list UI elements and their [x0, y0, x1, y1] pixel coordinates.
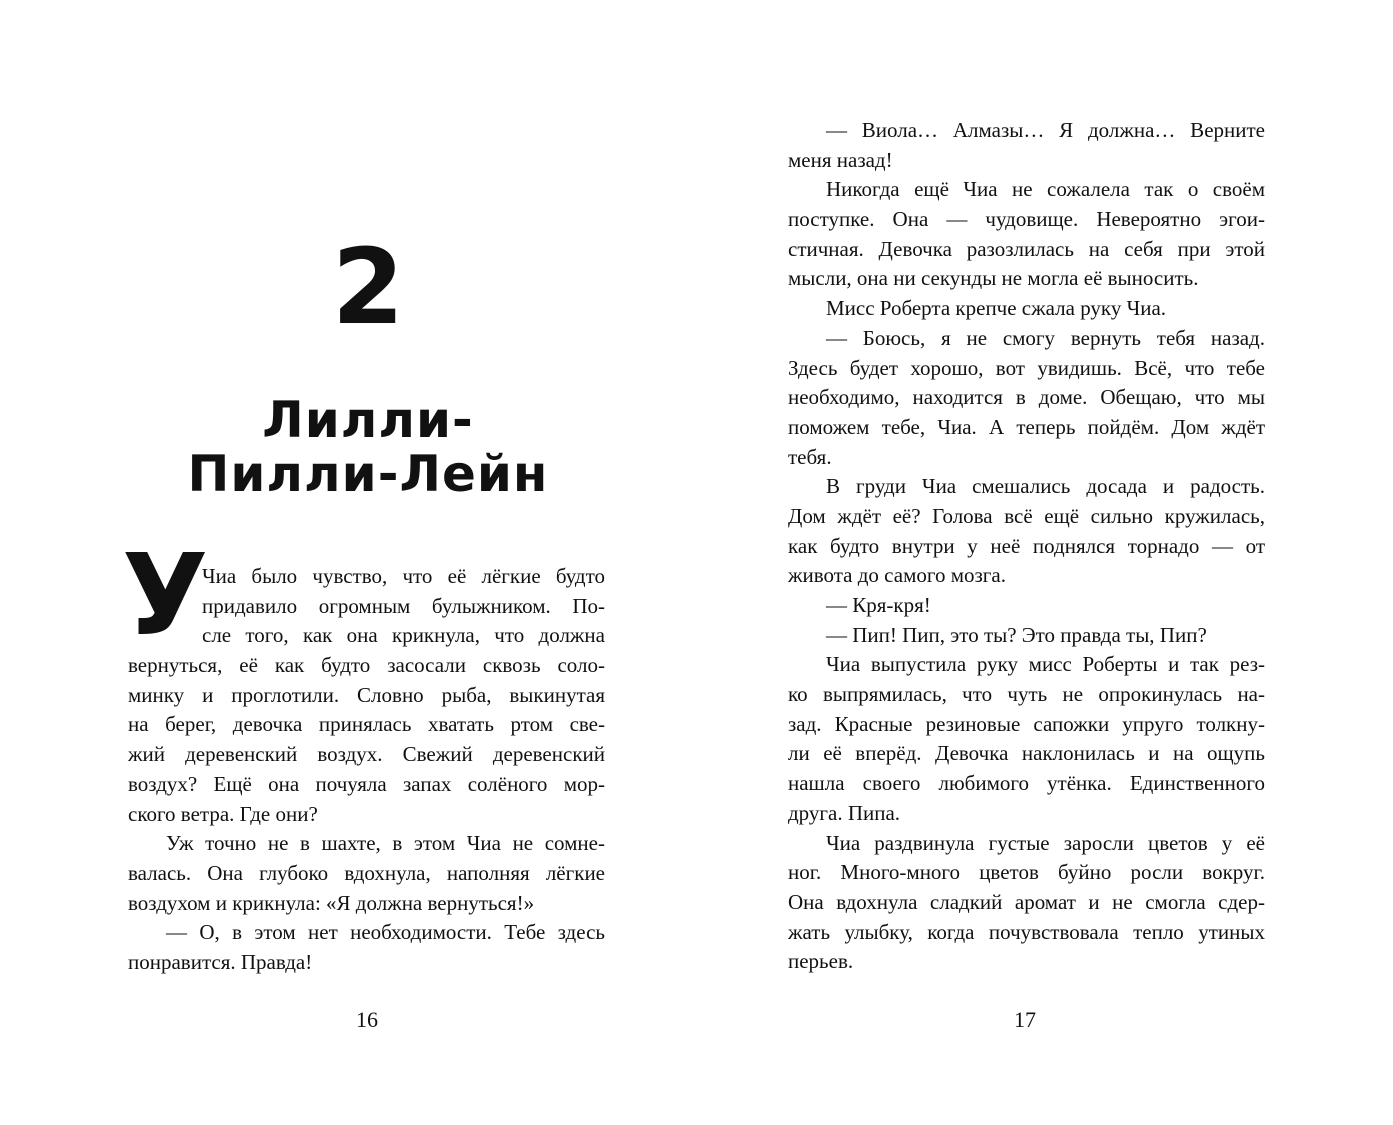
- text-line: нашла своего любимого утёнка. Единственного: [788, 771, 1265, 796]
- text-line: Мисс Роберта крепче сжала руку Чиа.: [826, 296, 1167, 321]
- text-line: необходимо, находится в доме. Обещаю, что мы: [788, 385, 1265, 410]
- text-line: — Кря-кря!: [826, 593, 931, 617]
- chapter-title: [0, 393, 736, 501]
- text-line: поступке. Она — чудовище. Невероятно эгои-: [788, 207, 1265, 232]
- text-line: Чиа было чувство, что её лёгкие будто: [202, 564, 605, 588]
- text-line: друга. Пипа.: [788, 800, 901, 825]
- text-line: — Пип! Пип, это ты? Это правда ты, Пип?: [826, 622, 1207, 647]
- text-line: ли её вперёд. Девочка наклонилась и на ощупь: [788, 741, 1265, 766]
- text-line: сле того, как она крикнула, что должна: [202, 623, 605, 648]
- text-line: как будто внутри у неё поднялся торнадо — от: [788, 533, 1265, 558]
- page-number: 16: [356, 1007, 378, 1032]
- chapter-number: 2: [331, 226, 405, 348]
- text-line: жать улыбку, когда почувствовала тепло утиных: [788, 919, 1265, 944]
- text-line: жий деревенский воздух. Свежий деревенский: [128, 742, 605, 767]
- text-line: Чиа выпустила руку мисс Роберты и так рез-: [826, 652, 1265, 677]
- text-line: живота до самого мозга.: [788, 563, 1006, 588]
- text-line: ского ветра. Где они?: [128, 801, 318, 826]
- left-page: [0, 0, 696, 1125]
- text-line: Она вдохнула сладкий аромат и не смогла сдер-: [788, 889, 1265, 914]
- text-line: мысли, она ни секунды не могла её выносить.: [788, 266, 1199, 291]
- text-line: минку и проглотили. Словно рыба, выкинутая: [128, 682, 605, 707]
- chapter-title-line: Лилли-: [262, 391, 474, 449]
- text-line: Чиа раздвинула густые заросли цветов у её: [826, 830, 1265, 855]
- text-line: Здесь будет хорошо, вот увидишь. Всё, что тебе: [788, 355, 1265, 380]
- text-line: ног. Много-много цветов буйно росли вокруг.: [788, 860, 1265, 885]
- text-line: Никогда ещё Чиа не сожалела так о своём: [826, 177, 1265, 202]
- text-line: Дом ждёт её? Голова всё ещё сильно кружилась,: [788, 503, 1265, 528]
- text-line: воздухом и крикнула: «Я должна вернуться!»: [128, 890, 535, 915]
- text-line: придавило огромным булыжником. По-: [202, 593, 605, 618]
- text-line: поможем тебе, Чиа. А теперь пойдём. Дом ждёт: [788, 414, 1265, 439]
- text-line: на берег, девочка принялась хватать ртом све-: [128, 712, 605, 737]
- body-text: [788, 116, 1265, 977]
- text-line: Уж точно не в шахте, в этом Чиа не сомне-: [166, 831, 605, 856]
- text-line: стичная. Девочка разозлилась на себя при этой: [788, 236, 1265, 261]
- text-line: — Виола… Алмазы… Я должна… Верните: [826, 118, 1265, 142]
- chapter-title-line: Пилли-Лейн: [187, 445, 549, 503]
- body-text: [128, 562, 605, 978]
- text-line: вернуться, её как будто засосали сквозь соло-: [128, 653, 605, 678]
- text-line: ко выпрямилась, что чуть не опрокинулась на-: [788, 682, 1265, 707]
- text-line: — О, в этом нет необходимости. Тебе здесь: [166, 920, 605, 945]
- page-number: 17: [1014, 1007, 1036, 1032]
- drop-cap: У: [122, 531, 209, 661]
- text-line: зад. Красные резиновые сапожки упруго толкну-: [788, 711, 1265, 736]
- text-line: валась. Она глубоко вдохнула, наполняя лёгкие: [128, 860, 605, 885]
- text-line: перьев.: [788, 949, 854, 974]
- text-line: В груди Чиа смешались досада и радость.: [826, 474, 1265, 499]
- text-line: воздух? Ещё она почуяла запах солёного мор-: [128, 771, 605, 796]
- text-line: понравится. Правда!: [128, 949, 313, 974]
- right-page: [696, 0, 1392, 1125]
- text-line: меня назад!: [788, 147, 893, 172]
- text-line: тебя.: [788, 444, 832, 469]
- text-line: — Боюсь, я не смогу вернуть тебя назад.: [826, 325, 1265, 350]
